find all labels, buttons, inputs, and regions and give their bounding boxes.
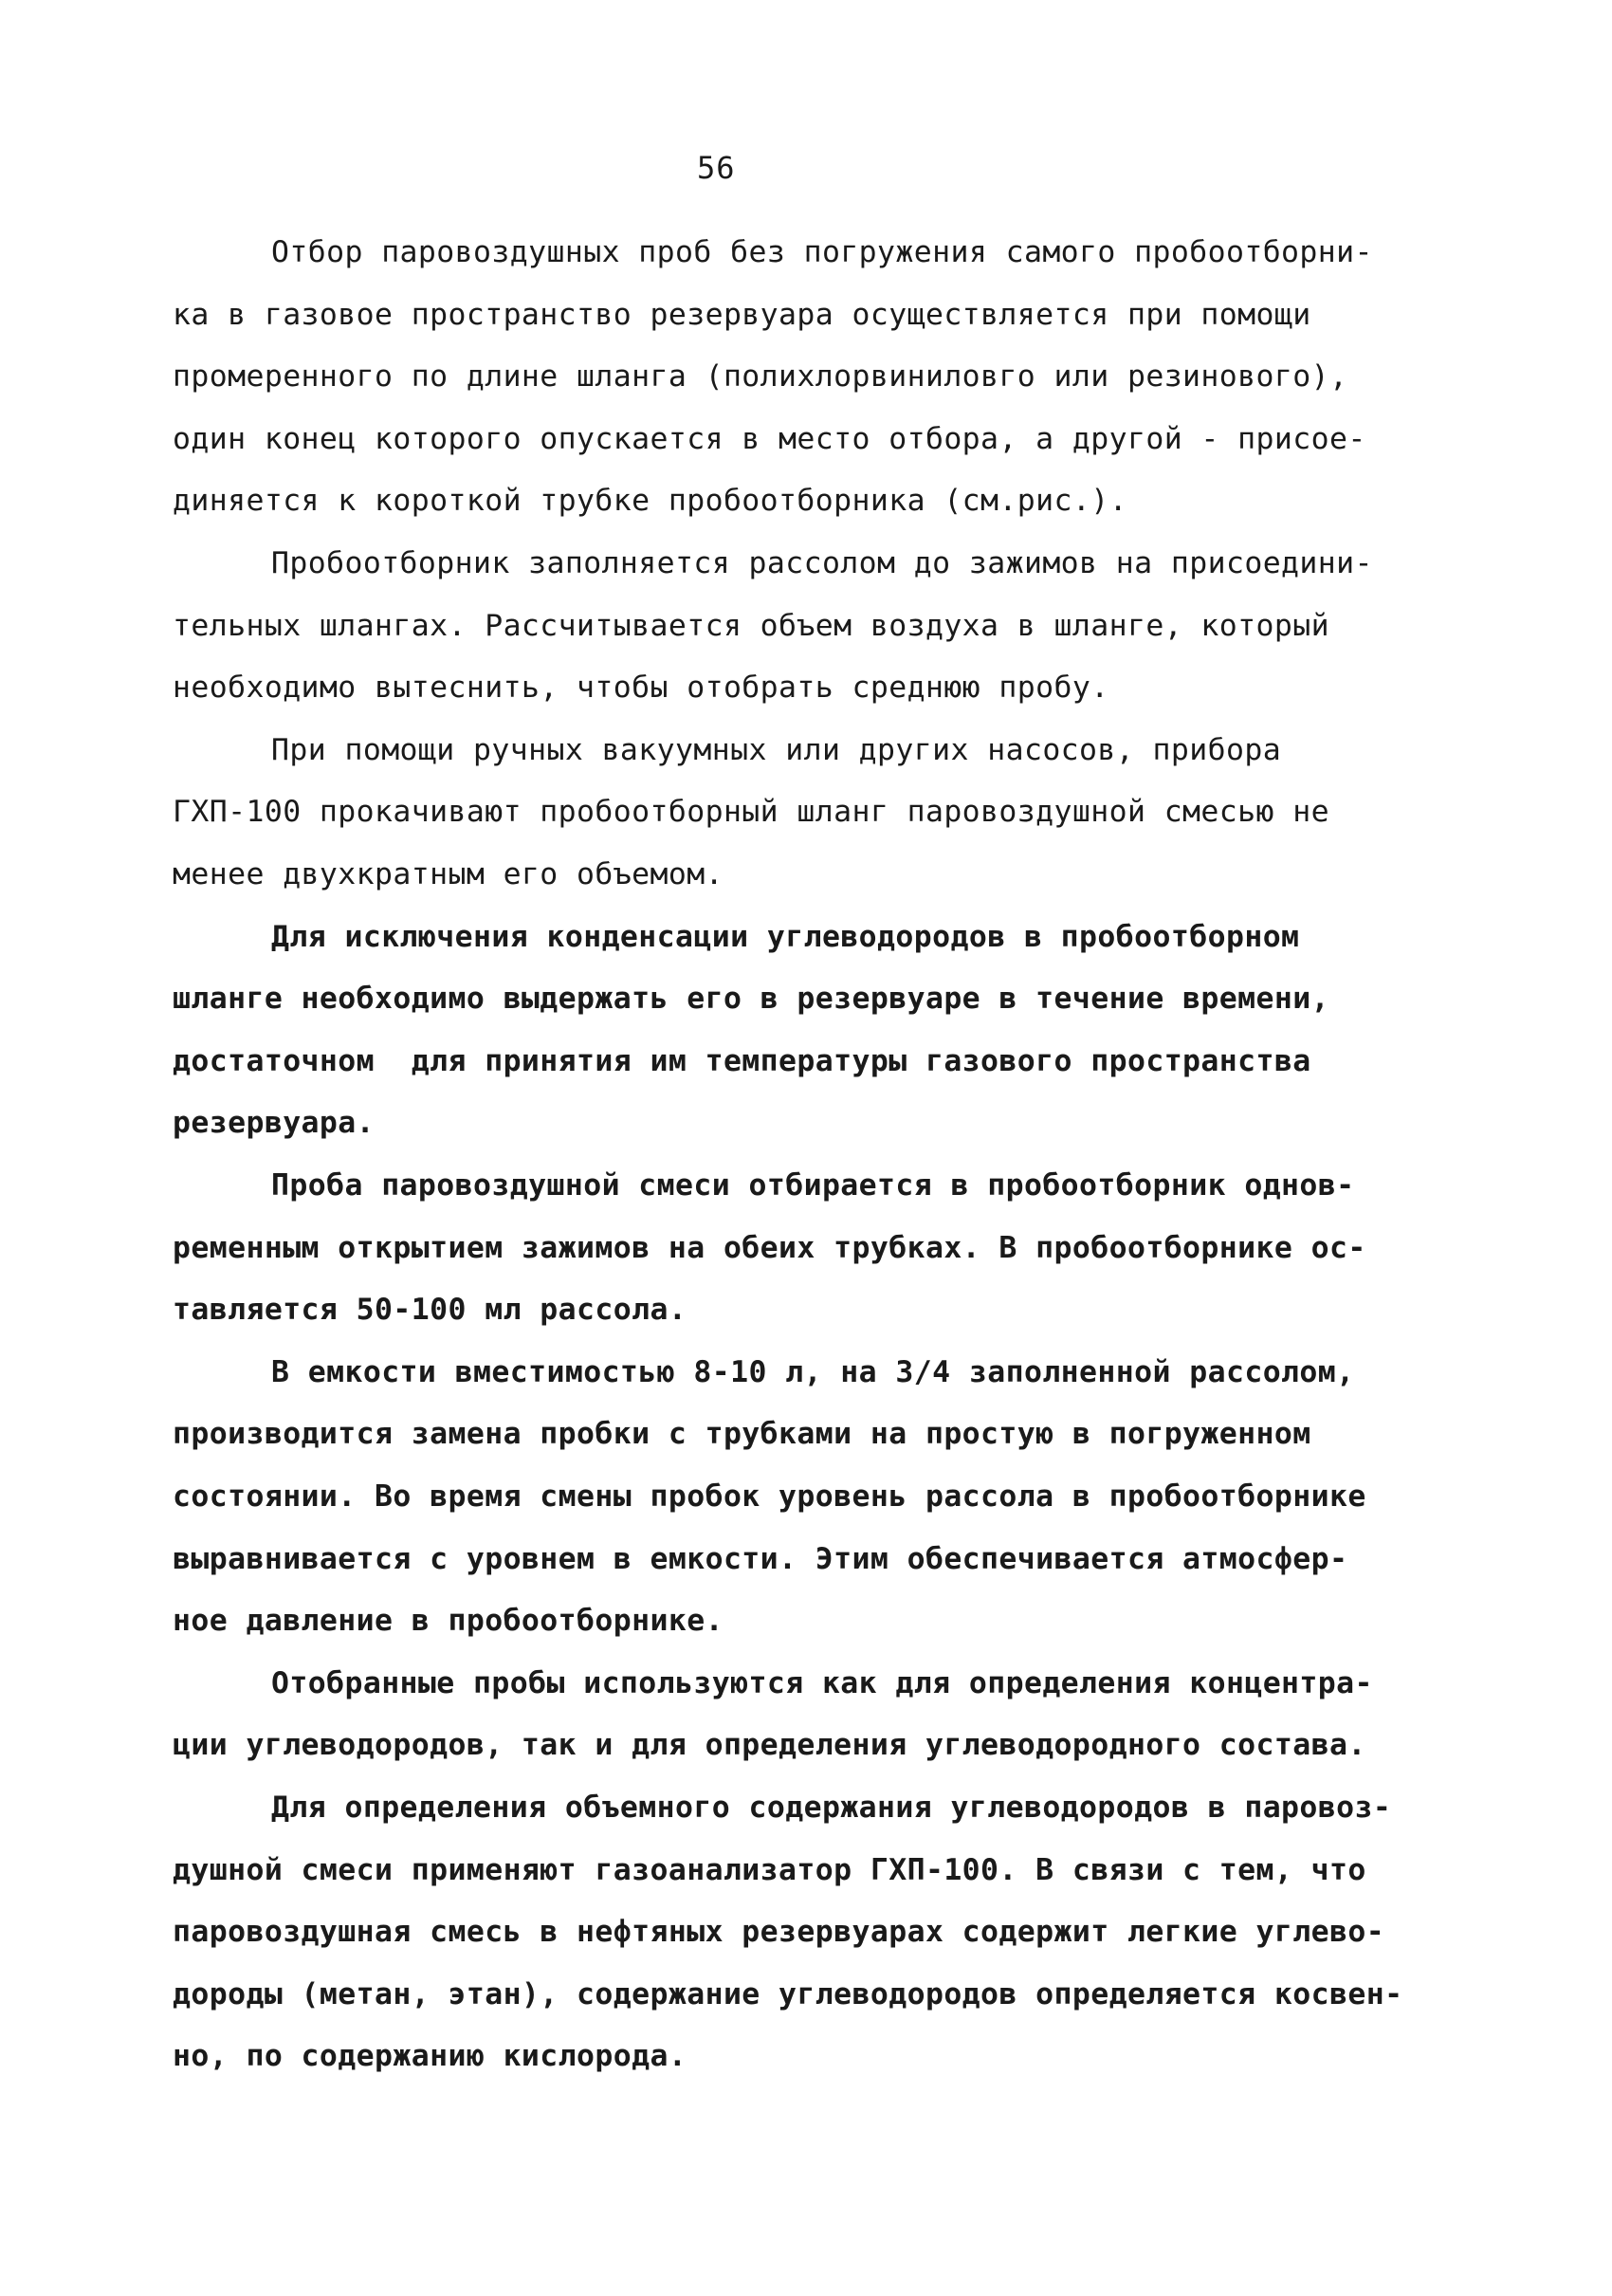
text-line: ции углеводородов, так и для определения углеводородного состава. [173, 1728, 1366, 1763]
text-line: но, по содержанию кислорода. [173, 2039, 687, 2074]
text-line: тавляется 50-100 мл рассола. [173, 1293, 687, 1328]
text-line: ка в газовое пространство резервуара осуществляется при помощи [173, 297, 1311, 332]
text-line: Проба паровоздушной смеси отбирается в пробоотборник однов- [271, 1168, 1355, 1203]
text-line: Для исключения конденсации углеводородов в пробоотборном [271, 919, 1300, 954]
text-line: производится замена пробки с трубками на простую в погруженном [173, 1417, 1311, 1452]
text-line: менее двухкратным его объемом. [173, 857, 724, 891]
text-line: один конец которого опускается в место отбора, а другой - присое- [173, 421, 1366, 456]
text-line: паровоздушная смесь в нефтяных резервуарах содержит легкие углево- [173, 1915, 1385, 1950]
text-line: состоянии. Во время смены пробок уровень рассола в пробоотборнике [173, 1479, 1366, 1514]
text-line: необходимо вытеснить, чтобы отобрать среднюю пробу. [173, 670, 1109, 706]
text-line: шланге необходимо выдержать его в резервуаре в течение времени, [173, 982, 1329, 1017]
text-line: резервуара. [173, 1106, 376, 1141]
text-line: Отобранные пробы используются как для определения концентра- [271, 1665, 1373, 1700]
text-line: ное давление в пробоотборнике. [173, 1604, 724, 1639]
text-line: диняется к короткой трубке пробоотборника (см.рис.). [173, 484, 1127, 519]
text-line: При помощи ручных вакуумных или других насосов, прибора [271, 732, 1282, 767]
text-line: душной смеси применяют газоанализатор ГХП-100. В связи с тем, что [173, 1852, 1366, 1887]
text-line: тельных шлангах. Рассчитывается объем воздуха в шланге, который [173, 608, 1329, 643]
text-line: Пробоотборник заполняется рассолом до зажимов на присоедини- [271, 546, 1373, 580]
page-number: 56 [697, 150, 736, 186]
text-line: промеренного по длине шланга (полихлорвиниловго или резинового), [173, 359, 1348, 395]
text-line: достаточном для принятия им температуры газового пространства [173, 1043, 1311, 1078]
text-line: Отбор паровоздушных проб без погружения самого пробоотборни- [271, 235, 1373, 269]
text-line: Для определения объемного содержания углеводородов в паровоз- [271, 1791, 1392, 1825]
text-line: В емкости вместимостью 8-10 л, на 3/4 заполненной рассолом, [271, 1354, 1355, 1389]
text-line: ременным открытием зажимов на обеих трубках. В пробоотборнике ос- [173, 1230, 1366, 1265]
text-line: ГХП-100 прокачивают пробоотборный шланг паровоздушной смесью не [173, 795, 1329, 830]
text-line: выравнивается с уровнем в емкости. Этим обеспечивается атмосфер- [173, 1541, 1348, 1576]
text-line: дороды (метан, этан), содержание углеводородов определяется косвен- [173, 1976, 1403, 2011]
